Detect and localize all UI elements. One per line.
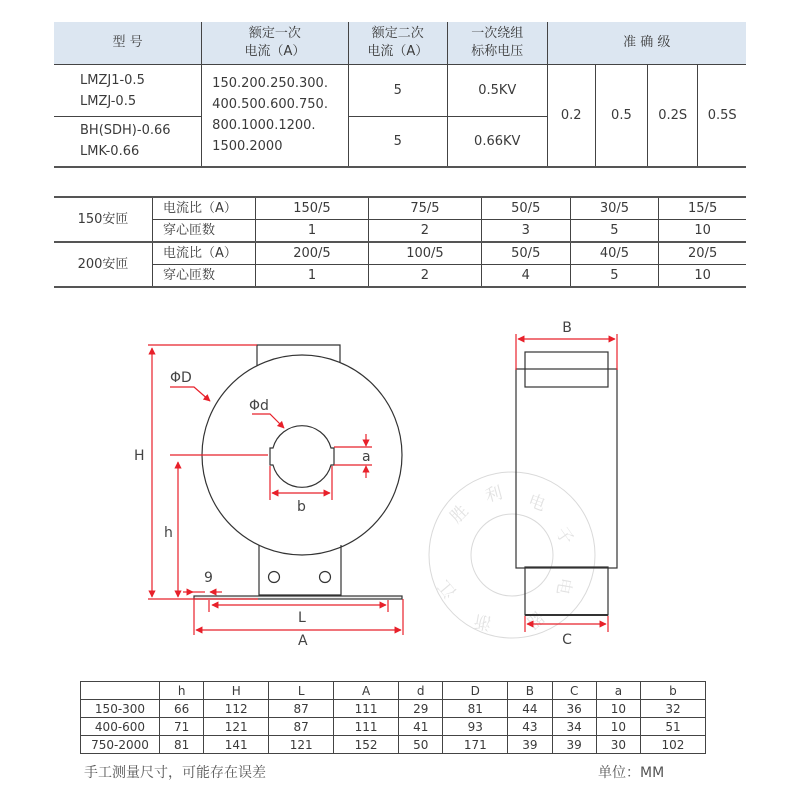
value-cell: 121 <box>204 718 269 736</box>
label-inner-diameter: Φd <box>249 398 269 414</box>
ratio-cell: 50/5 <box>481 197 570 220</box>
turns-cell: 2 <box>368 265 481 288</box>
value-cell: 81 <box>443 700 508 718</box>
accuracy-cell: 0.2S <box>647 65 697 167</box>
label-L: L <box>298 610 306 626</box>
column-header: H <box>204 682 269 700</box>
ratio-cell: 15/5 <box>659 197 746 220</box>
value-cell: 152 <box>334 736 399 754</box>
column-header: b <box>640 682 705 700</box>
header-rated-secondary: 额定二次 电流（A） <box>348 22 447 65</box>
svg-text:浙: 浙 <box>472 610 493 633</box>
svg-text:器: 器 <box>521 606 548 633</box>
value-cell: 171 <box>443 736 508 754</box>
label-a: a <box>362 449 371 465</box>
value-cell: 41 <box>399 718 443 736</box>
column-header: A <box>334 682 399 700</box>
turns-cell: 1 <box>256 220 369 243</box>
ratio-cell: 100/5 <box>368 242 481 265</box>
value-cell: 10 <box>596 718 640 736</box>
primary-current-cell: 150.200.250.300. 400.500.600.750. 800.1000.1200. 1500.2000 <box>202 65 348 167</box>
unit-note: 单位：MM <box>598 765 665 781</box>
secondary-current-cell: 5 <box>348 65 447 117</box>
value-cell: 87 <box>269 700 334 718</box>
value-cell: 93 <box>443 718 508 736</box>
dims-row <box>81 718 706 736</box>
group-label: 150安匝 <box>54 197 153 242</box>
ratio-cell: 50/5 <box>481 242 570 265</box>
value-cell: 39 <box>508 736 552 754</box>
svg-text:胜: 胜 <box>446 501 473 528</box>
turns-cell: 5 <box>570 220 659 243</box>
label-b: b <box>297 499 306 515</box>
column-header: d <box>399 682 443 700</box>
ratio-cell: 150/5 <box>256 197 369 220</box>
value-cell: 66 <box>160 700 204 718</box>
value-cell: 34 <box>552 718 596 736</box>
ratio-row <box>54 197 746 220</box>
turns-cell: 5 <box>570 265 659 288</box>
value-cell: 50 <box>399 736 443 754</box>
turns-cell: 3 <box>481 220 570 243</box>
column-header: L <box>269 682 334 700</box>
label-outer-diameter: ΦD <box>170 370 192 386</box>
column-header: h <box>160 682 204 700</box>
turns-cell: 10 <box>659 265 746 288</box>
turns-label: 穿心匝数 <box>153 265 256 288</box>
label-h: h <box>164 525 173 541</box>
dims-row <box>81 736 706 754</box>
watermark <box>429 472 595 638</box>
ratio-cell: 20/5 <box>659 242 746 265</box>
column-header: B <box>508 682 552 700</box>
value-cell: 112 <box>204 700 269 718</box>
group-label: 200安匝 <box>54 242 153 287</box>
value-cell: 111 <box>334 718 399 736</box>
dims-header-row <box>81 682 706 700</box>
svg-text:电: 电 <box>552 576 575 597</box>
value-cell: 29 <box>399 700 443 718</box>
column-header: D <box>443 682 508 700</box>
header-accuracy: 准 确 级 <box>547 22 746 65</box>
value-cell: 141 <box>204 736 269 754</box>
measurement-note: 手工测量尺寸，可能存在误差 <box>84 765 266 781</box>
svg-text:利: 利 <box>483 483 505 507</box>
turns-row <box>54 220 746 243</box>
spec-table <box>54 22 746 168</box>
label-9: 9 <box>204 570 213 586</box>
value-cell: 51 <box>640 718 705 736</box>
spec-row <box>54 65 746 117</box>
value-cell: 43 <box>508 718 552 736</box>
accuracy-cell: 0.5S <box>698 65 746 167</box>
ratio-cell: 40/5 <box>570 242 659 265</box>
value-cell: 10 <box>596 700 640 718</box>
svg-text:江: 江 <box>434 575 461 602</box>
turns-row <box>54 265 746 288</box>
range-cell: 150-300 <box>81 700 160 718</box>
header-winding-voltage: 一次绕组 标称电压 <box>447 22 547 65</box>
svg-text:子: 子 <box>550 523 578 549</box>
value-cell: 71 <box>160 718 204 736</box>
value-cell: 87 <box>269 718 334 736</box>
range-cell: 750-2000 <box>81 736 160 754</box>
label-B: B <box>562 320 572 336</box>
label-H: H <box>134 448 145 464</box>
voltage-cell: 0.66KV <box>447 117 547 167</box>
value-cell: 30 <box>596 736 640 754</box>
value-cell: 32 <box>640 700 705 718</box>
turns-cell: 10 <box>659 220 746 243</box>
value-cell: 44 <box>508 700 552 718</box>
dimensions-table <box>80 681 706 754</box>
header-model: 型 号 <box>54 22 202 65</box>
side-view <box>516 352 617 615</box>
ratio-cell: 30/5 <box>570 197 659 220</box>
accuracy-cell: 0.2 <box>547 65 595 167</box>
svg-text:电: 电 <box>525 490 549 516</box>
turns-label: 穿心匝数 <box>153 220 256 243</box>
turns-cell: 4 <box>481 265 570 288</box>
voltage-cell: 0.5KV <box>447 65 547 117</box>
front-view <box>194 345 402 599</box>
ratio-label: 电流比（A） <box>153 242 256 265</box>
column-header: a <box>596 682 640 700</box>
column-header: C <box>552 682 596 700</box>
column-header <box>81 682 160 700</box>
value-cell: 39 <box>552 736 596 754</box>
ratio-row <box>54 242 746 265</box>
range-cell: 400-600 <box>81 718 160 736</box>
ratio-cell: 200/5 <box>256 242 369 265</box>
ratio-cell: 75/5 <box>368 197 481 220</box>
value-cell: 102 <box>640 736 705 754</box>
model-cell: BH(SDH)-0.66 LMK-0.66 <box>54 117 202 167</box>
ratio-label: 电流比（A） <box>153 197 256 220</box>
turns-cell: 1 <box>256 265 369 288</box>
value-cell: 36 <box>552 700 596 718</box>
accuracy-cell: 0.5 <box>595 65 647 167</box>
value-cell: 81 <box>160 736 204 754</box>
header-rated-primary: 额定一次 电流（A） <box>202 22 348 65</box>
turns-cell: 2 <box>368 220 481 243</box>
model-cell: LMZJ1-0.5 LMZJ-0.5 <box>54 65 202 117</box>
spec-header-row <box>54 22 746 65</box>
ratio-table <box>54 196 746 288</box>
value-cell: 121 <box>269 736 334 754</box>
value-cell: 111 <box>334 700 399 718</box>
label-A: A <box>298 633 308 649</box>
label-C: C <box>562 632 572 648</box>
secondary-current-cell: 5 <box>348 117 447 167</box>
dimension-drawing <box>0 300 800 660</box>
dims-row <box>81 700 706 718</box>
